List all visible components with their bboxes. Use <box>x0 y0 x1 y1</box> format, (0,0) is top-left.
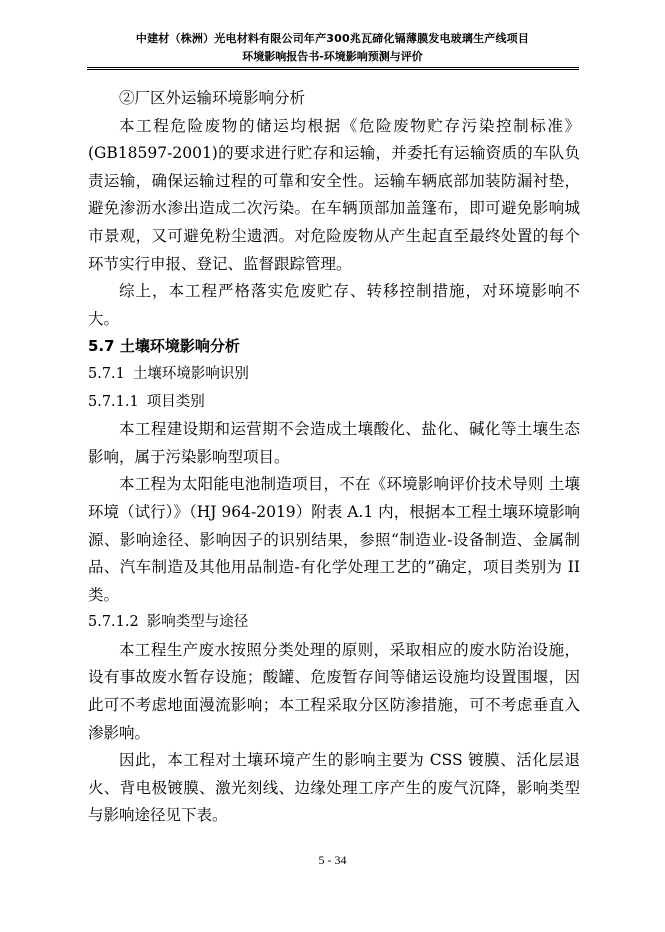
document-body <box>88 85 580 830</box>
heading-5-7-1-1 <box>88 389 580 417</box>
header-project-title: 中建材（株洲）光电材料有限公司年产300兆瓦碲化镉薄膜发电玻璃生产线项目 <box>135 32 530 45</box>
header-rule-bottom <box>87 69 579 70</box>
paragraph-transport: 本工程危险废物的储运均根据《危险废物贮存污染控制标准》(GB18597-2001)的要求进行贮存和运输，并委托有运输资质的车队负责运输，确保运输过程的可靠和安全性。运输车辆底部加装防漏衬垫，避免渗沥水渗出造成二次污染。在车辆顶部加盖篷布，即可避免影响城市景观，又可避免粉尘遗洒。对危险废物从产生起直至最终处置的每个环节实行申报、登记、监督跟踪管理。 <box>88 116 580 273</box>
heading-5-7-title: 土壤环境影响分析 <box>119 337 240 356</box>
heading-5-7-1 <box>88 361 580 389</box>
heading-5-7 <box>88 333 580 361</box>
paragraph-summary: 综上，本工程严格落实危废贮存、转移控制措施，对环境影响不大。 <box>88 282 580 328</box>
heading-5-7-1-number: 5.7.1 <box>88 365 125 382</box>
paragraph-project-type: 本工程建设期和运营期不会造成土壤酸化、盐化、碱化等土壤生态影响，属于污染影响型项目。 <box>88 420 580 466</box>
header-rule-top <box>87 67 579 68</box>
header-section-title: 环境影响报告书-环境影响预测与评价 <box>242 50 423 63</box>
heading-5-7-1-1-number: 5.7.1.1 <box>88 393 139 410</box>
heading-5-7-1-2-number: 5.7.1.2 <box>88 614 139 631</box>
heading-5-7-1-2 <box>88 609 580 637</box>
paragraph-impact-pathway: 因此，本工程对土壤环境产生的影响主要为 CSS 镀膜、活化层退火、背电极镀膜、激光刻线、边缘处理工序产生的废气沉降，影响类型与影响途径见下表。 <box>88 751 580 825</box>
paragraph-wastewater: 本工程生产废水按照分类处理的原则，采取相应的废水防治设施，设有事故废水暂存设施；酸罐、危废暂存间等储运设施均设置围堰，因此可不考虑地面漫流影响；本工程采取分区防渗措施，可不考虑垂直入渗影响。 <box>88 640 580 742</box>
page-header <box>0 30 665 66</box>
heading-5-7-number: 5.7 <box>88 337 115 356</box>
paragraph-transport-heading: ②厂区外运输环境影响分析 <box>119 89 306 107</box>
heading-5-7-1-1-title: 项目类别 <box>146 393 205 410</box>
heading-5-7-1-title: 土壤环境影响识别 <box>132 365 249 382</box>
heading-5-7-1-2-title: 影响类型与途径 <box>146 614 249 631</box>
paragraph-category: 本工程为太阳能电池制造项目，不在《环境影响评价技术导则 土壤环境（试行）》（HJ 964-2019）附表 A.1 内，根据本工程土壤环境影响源、影响途径、影响因子的识别结果，参照“制造业-设备制造、金属制品、汽车制造及其他用品制造-有化学处理工艺的”确定，项目类别为 II 类。 <box>88 475 580 604</box>
page-number: 5 - 34 <box>318 853 347 867</box>
